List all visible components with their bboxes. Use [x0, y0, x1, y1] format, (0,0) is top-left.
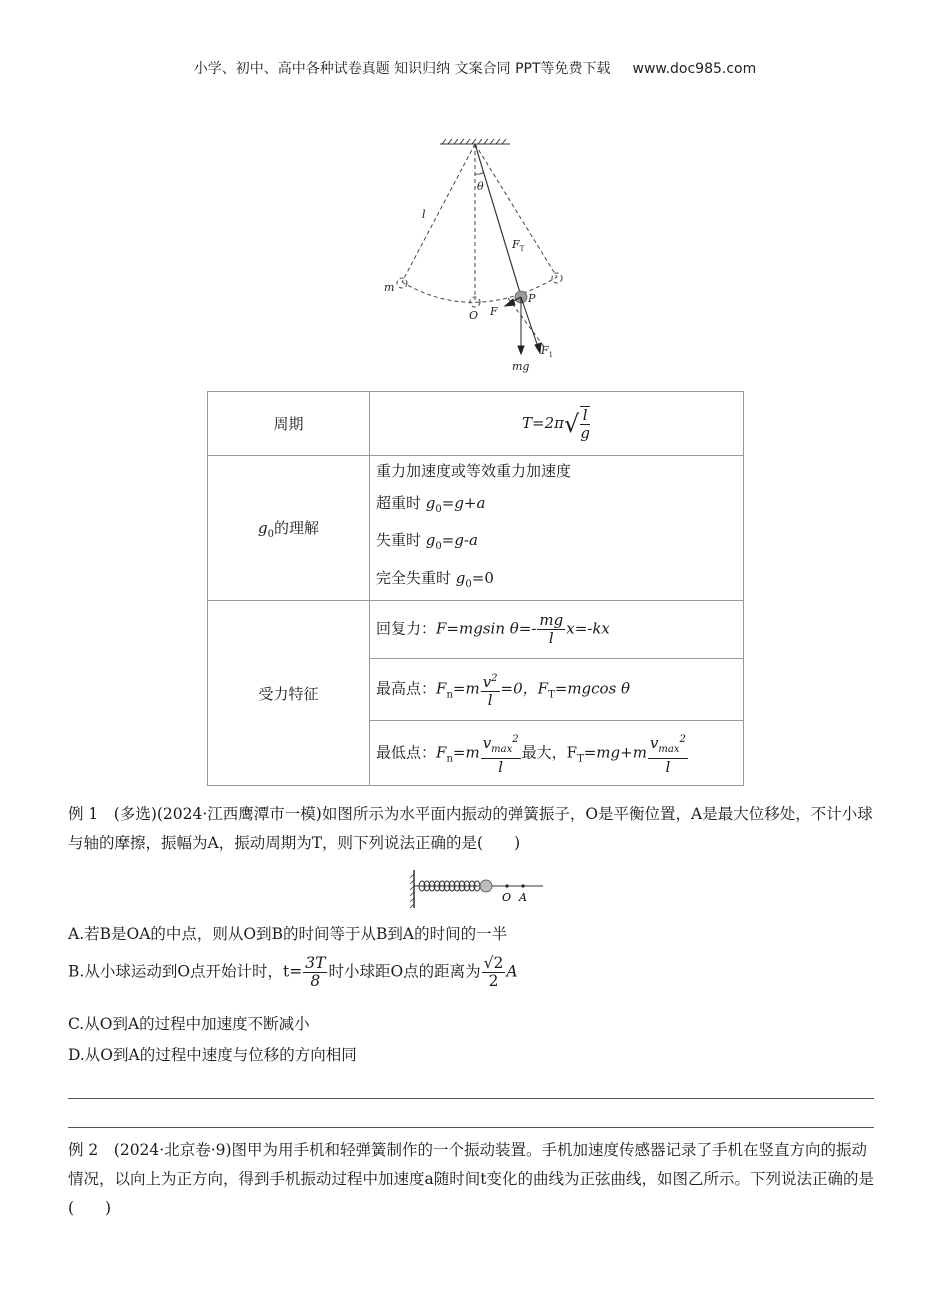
pendulum-figure: [370, 130, 580, 380]
spring-oscillator-figure: [408, 868, 548, 912]
example-1-text: 例 1 (多选)(2024·江西鹰潭市一模)如图所示为水平面内振动的弹簧振子，O是平衡位置，A是最大位移处，不计小球与轴的摩擦，振幅为A，振动周期为T，则下列说法正确的是( ): [68, 805, 873, 852]
spring-a-label: A: [519, 891, 527, 904]
g0-line-3: 失重时 $g_0=g-a$: [376, 531, 478, 552]
highest-point: 最高点：$F_n=m$ $\frac{v^2}{l}$ =0，$F_T=mgcos$ θ: [370, 659, 744, 721]
page-header: [0, 58, 950, 78]
restoring-force: 回复力：F=mgsin θ=- $\frac{mg}{l}$ x=-kx: [370, 601, 744, 659]
header-text: 小学、初中、高中各种试卷真题 知识归纳 文案合同 PPT等免费下载: [193, 61, 611, 77]
lowest-point: 最低点：$F_n=m$ $\frac{v_{max}^2}{l}$ 最大，$F_T=mg+m$ $\frac{v_{max}^2}{l}$: [370, 721, 744, 786]
option-d: D.从O到A的过程中速度与位移的方向相同: [68, 1046, 357, 1064]
pendulum-table: [207, 391, 744, 786]
force-header: 受力特征: [208, 601, 370, 786]
theta-arc: [475, 172, 484, 174]
o-label: O: [469, 309, 479, 322]
theta-label: θ: [477, 180, 484, 193]
answer-line-1: [68, 1098, 874, 1099]
right-bob-dashed: [552, 273, 562, 283]
g0-header: $g_0$的理解: [208, 456, 370, 601]
left-bob-dashed: [397, 278, 407, 288]
ceiling: [440, 139, 510, 144]
table-row-force-1: [208, 601, 744, 659]
period-header: 周期: [208, 392, 370, 456]
ft-label: $F_T$: [512, 238, 525, 253]
p-label: P: [528, 292, 536, 305]
left-string-dashed: [402, 144, 475, 282]
answer-line-2: [68, 1127, 874, 1128]
option-c: C.从O到A的过程中加速度不断减小: [68, 1015, 310, 1033]
mg-label: mg: [512, 360, 530, 373]
g0-line-1: 重力加速度或等效重力加速度: [376, 462, 572, 480]
table-row-g0: [208, 456, 744, 601]
option-a: A.若B是OA的中点，则从O到B的时间等于从B到A的时间的一半: [68, 925, 508, 943]
right-string-dashed: [475, 144, 557, 277]
header-url[interactable]: www.doc985.com: [632, 61, 757, 77]
spring-ball: [480, 880, 492, 892]
option-b: B.从小球运动到O点开始计时，t= $\frac{3T}{8}$ 时小球距O点的距离为 $\frac{√2}{2}$ A: [68, 954, 518, 990]
g0-content: [370, 456, 744, 601]
m-label: m: [384, 281, 395, 294]
example-2-text: 例 2 (2024·北京卷·9)图甲为用手机和轻弹簧制作的一个振动装置。手机加速度传感器记录了手机在竖直方向的振动情况，以向上为正方向，得到手机振动过程中加速度a随时间t变化的曲线为正弦曲线，如图乙所示。下列说法正确的是( ): [68, 1141, 874, 1217]
spring-o-label: O: [502, 891, 512, 904]
sqrt-icon: √: [564, 409, 580, 438]
table-row-period: [208, 392, 744, 456]
f-label: F: [490, 305, 498, 318]
g0-line-2: 超重时 $g_0=g+a$: [376, 493, 486, 515]
string-solid: [475, 144, 521, 296]
l-label: l: [422, 208, 426, 221]
period-formula: T=2π√ $\frac{l}{g}$: [370, 392, 744, 456]
g0-line-4: 完全失重时 $g_0=0$: [376, 568, 494, 590]
f1-label: $F_1$: [541, 344, 554, 359]
